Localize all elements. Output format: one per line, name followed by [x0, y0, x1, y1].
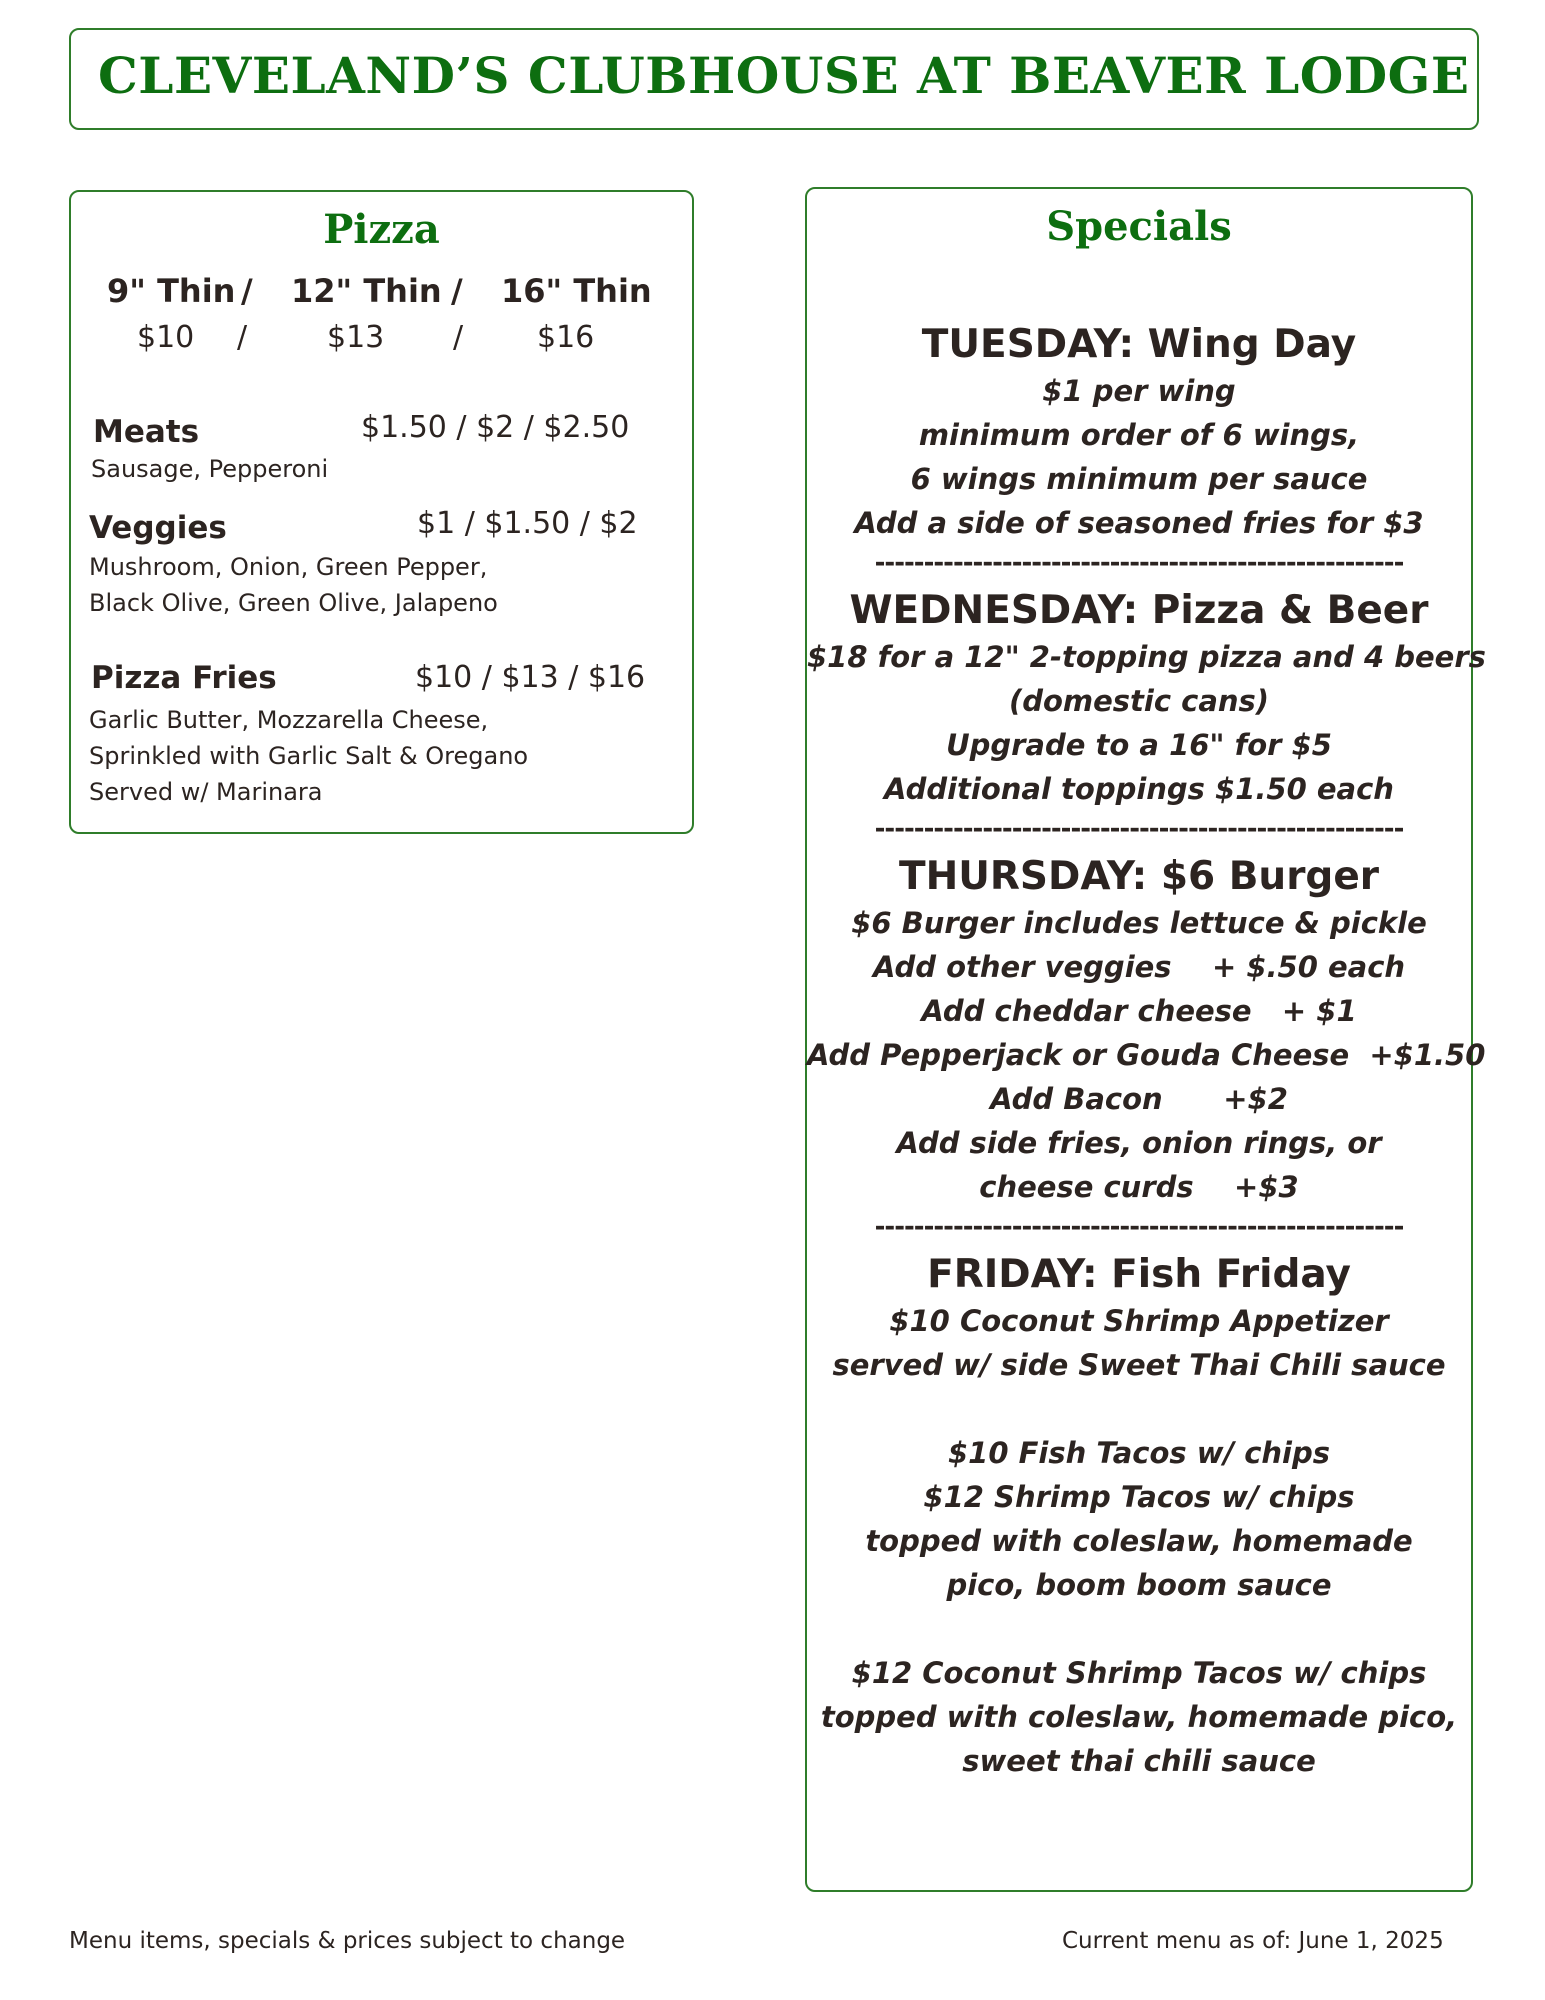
item-veggies-name: Veggies	[89, 510, 227, 546]
item-meats-desc: Sausage, Pepperoni	[91, 455, 329, 483]
special-line: Add Pepperjack or Gouda Cheese +$1.50	[807, 1038, 1486, 1072]
special-line: Add side fries, onion rings, or	[896, 1126, 1382, 1160]
item-pizza-fries-name: Pizza Fries	[91, 660, 277, 696]
special-line: 6 wings minimum per sauce	[910, 462, 1368, 496]
header-box	[69, 28, 1479, 130]
blank-line	[807, 1387, 1471, 1431]
special-line: topped with coleslaw, homemade pico,	[820, 1700, 1458, 1734]
item-veggies-desc: Black Olive, Green Olive, Jalapeno	[89, 589, 498, 617]
item-veggies-desc: Mushroom, Onion, Green Pepper,	[89, 553, 488, 581]
special-line: Add a side of seasoned fries for $3	[854, 506, 1424, 540]
item-pizza-fries-desc: Sprinkled with Garlic Salt & Oregano	[89, 742, 529, 770]
special-line: Add other veggies + $.50 each	[872, 950, 1406, 984]
special-heading-friday: FRIDAY: Fish Friday	[927, 1252, 1351, 1297]
size-separator: /	[241, 272, 253, 310]
price-16: $16	[537, 320, 595, 355]
pizza-section	[69, 190, 694, 834]
size-9-thin: 9" Thin	[107, 272, 236, 310]
blank-line	[807, 1607, 1471, 1651]
item-pizza-fries-price: $10 / $13 / $16	[415, 660, 646, 695]
item-veggies-price: $1 / $1.50 / $2	[417, 506, 638, 541]
specials-section	[805, 187, 1486, 1892]
special-line: topped with coleslaw, homemade	[865, 1524, 1413, 1558]
special-line: pico, boom boom sauce	[946, 1568, 1332, 1602]
special-line: minimum order of 6 wings,	[918, 418, 1360, 452]
special-line: $10 Coconut Shrimp Appetizer	[889, 1304, 1389, 1338]
price-separator: /	[237, 320, 248, 355]
special-heading-tuesday: TUESDAY: Wing Day	[921, 322, 1357, 367]
special-line: served w/ side Sweet Thai Chili sauce	[832, 1348, 1446, 1382]
item-meats-price: $1.50 / $2 / $2.50	[361, 410, 630, 445]
size-16-thin: 16" Thin	[501, 272, 652, 310]
pizza-title: Pizza	[323, 206, 440, 253]
special-line: $12 Coconut Shrimp Tacos w/ chips	[851, 1656, 1427, 1690]
footer-disclaimer: Menu items, specials & prices subject to change	[69, 1928, 626, 1954]
price-separator: /	[453, 320, 464, 355]
special-heading-thursday: THURSDAY: $6 Burger	[898, 854, 1380, 899]
special-line: sweet thai chili sauce	[962, 1744, 1316, 1778]
price-12: $13	[327, 320, 385, 355]
item-meats-name: Meats	[93, 414, 200, 450]
special-line: $1 per wing	[1042, 374, 1236, 408]
restaurant-title: CLEVELAND’S CLUBHOUSE AT BEAVER LODGE	[98, 46, 1470, 105]
section-divider: ------------------------------------------------------	[874, 548, 1404, 578]
special-line: Upgrade to a 16" for $5	[946, 728, 1332, 762]
size-12-thin: 12" Thin	[291, 272, 442, 310]
special-line: cheese curds +$3	[979, 1170, 1299, 1204]
specials-title: Specials	[1046, 203, 1232, 250]
section-divider: ------------------------------------------------------	[874, 814, 1404, 844]
special-line: Additional toppings $1.50 each	[884, 772, 1394, 806]
special-line: $18 for a 12" 2-topping pizza and 4 beers	[807, 640, 1486, 674]
section-divider: ------------------------------------------------------	[874, 1212, 1404, 1242]
specials-list	[807, 315, 1486, 1783]
special-line: $6 Burger includes lettuce & pickle	[851, 906, 1427, 940]
item-pizza-fries-desc: Served w/ Marinara	[89, 778, 323, 806]
special-line: Add cheddar cheese + $1	[921, 994, 1357, 1028]
price-9: $10	[137, 320, 195, 355]
special-line: $10 Fish Tacos w/ chips	[947, 1436, 1331, 1470]
special-line: (domestic cans)	[1008, 684, 1270, 718]
special-heading-wednesday: WEDNESDAY: Pizza & Beer	[849, 588, 1429, 633]
size-separator: /	[451, 272, 463, 310]
special-line: $12 Shrimp Tacos w/ chips	[923, 1480, 1355, 1514]
special-line: Add Bacon +$2	[990, 1082, 1288, 1116]
footer-menu-date: Current menu as of: June 1, 2025	[1062, 1928, 1444, 1954]
item-pizza-fries-desc: Garlic Butter, Mozzarella Cheese,	[89, 706, 489, 734]
